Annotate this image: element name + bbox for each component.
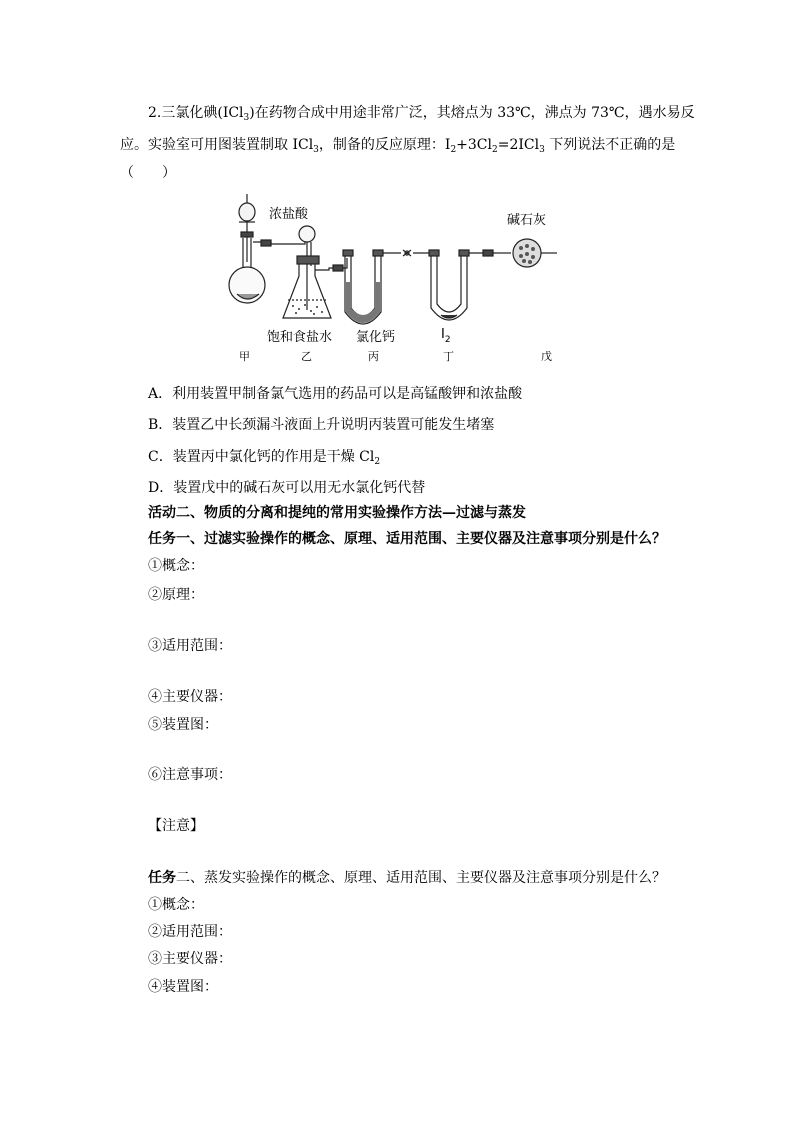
long-neck-funnel — [299, 226, 315, 242]
option-c: C．装置丙中氯化钙的作用是干燥 $Cl_2$ — [148, 449, 381, 467]
answer-blank: （ ） — [120, 165, 176, 181]
label-jia: 甲 — [239, 350, 250, 363]
task2-item-concept: ①概念： — [148, 897, 204, 913]
task1-item-instruments: ④主要仪器： — [148, 689, 232, 705]
activity2-title: 活动二、物质的分离和提纯的常用实验操作方法—过滤与蒸发 — [148, 505, 526, 521]
label-brine: 饱和食盐水 — [267, 330, 333, 345]
apparatus-yi — [283, 226, 347, 318]
option-b: B．装置乙中长颈漏斗液面上升说明丙装置可能发生堵塞 — [148, 417, 495, 433]
note-heading: 【注意】 — [148, 818, 204, 834]
task1-title: 任务一、过滤实验操作的概念、原理、适用范围、主要仪器及注意事项分别是什么？ — [148, 531, 666, 547]
task1-item-diagram: ⑤装置图： — [148, 717, 218, 733]
label-wu: 戊 — [541, 350, 552, 363]
task1-item-scope: ③适用范围： — [148, 638, 232, 654]
apparatus-bing — [343, 250, 401, 324]
task2-item-instruments: ③主要仪器： — [148, 951, 232, 967]
dropping-funnel — [239, 203, 255, 221]
pinch-clamp — [403, 250, 411, 256]
label-soda-lime: 碱石灰 — [507, 213, 547, 228]
label-ding: 丁 — [443, 350, 454, 363]
label-iodine: $I_2$ — [441, 327, 451, 345]
question-line-2: 应。实验室可用图装置制取 ICl$_3$，制备的反应原理：$I_2+3Cl_2=2ICl_3$ 下列说法不正确的是 — [120, 137, 676, 155]
task2-item-scope: ②适用范围： — [148, 924, 232, 940]
label-acid: 浓盐酸 — [269, 207, 309, 222]
option-d: D．装置戊中的碱石灰可以用无水氯化钙代替 — [148, 480, 426, 496]
option-a: A．利用装置甲制备氯气选用的药品可以是高锰酸钾和浓盐酸 — [148, 386, 523, 402]
task1-item-concept: ①概念： — [148, 558, 204, 574]
task2-item-diagram: ④装置图： — [148, 979, 218, 995]
task1-item-notes: ⑥注意事项： — [148, 767, 232, 783]
label-cacl2: 氯化钙 — [356, 330, 396, 345]
label-yi: 乙 — [301, 350, 312, 363]
apparatus-figure — [225, 190, 570, 365]
question-line-1: 2.三氯化碘(ICl$_3$)在药物合成中用途非常广泛，其熔点为 33℃，沸点为 73℃，遇水易反 — [148, 105, 695, 123]
label-bing: 丙 — [368, 350, 379, 363]
task2-title: 任务二、蒸发实验操作的概念、原理、适用范围、主要仪器及注意事项分别是什么？ — [148, 870, 666, 886]
apparatus-wu — [495, 239, 557, 267]
task1-item-principle: ②原理： — [148, 587, 204, 603]
apparatus-ding — [413, 250, 495, 320]
